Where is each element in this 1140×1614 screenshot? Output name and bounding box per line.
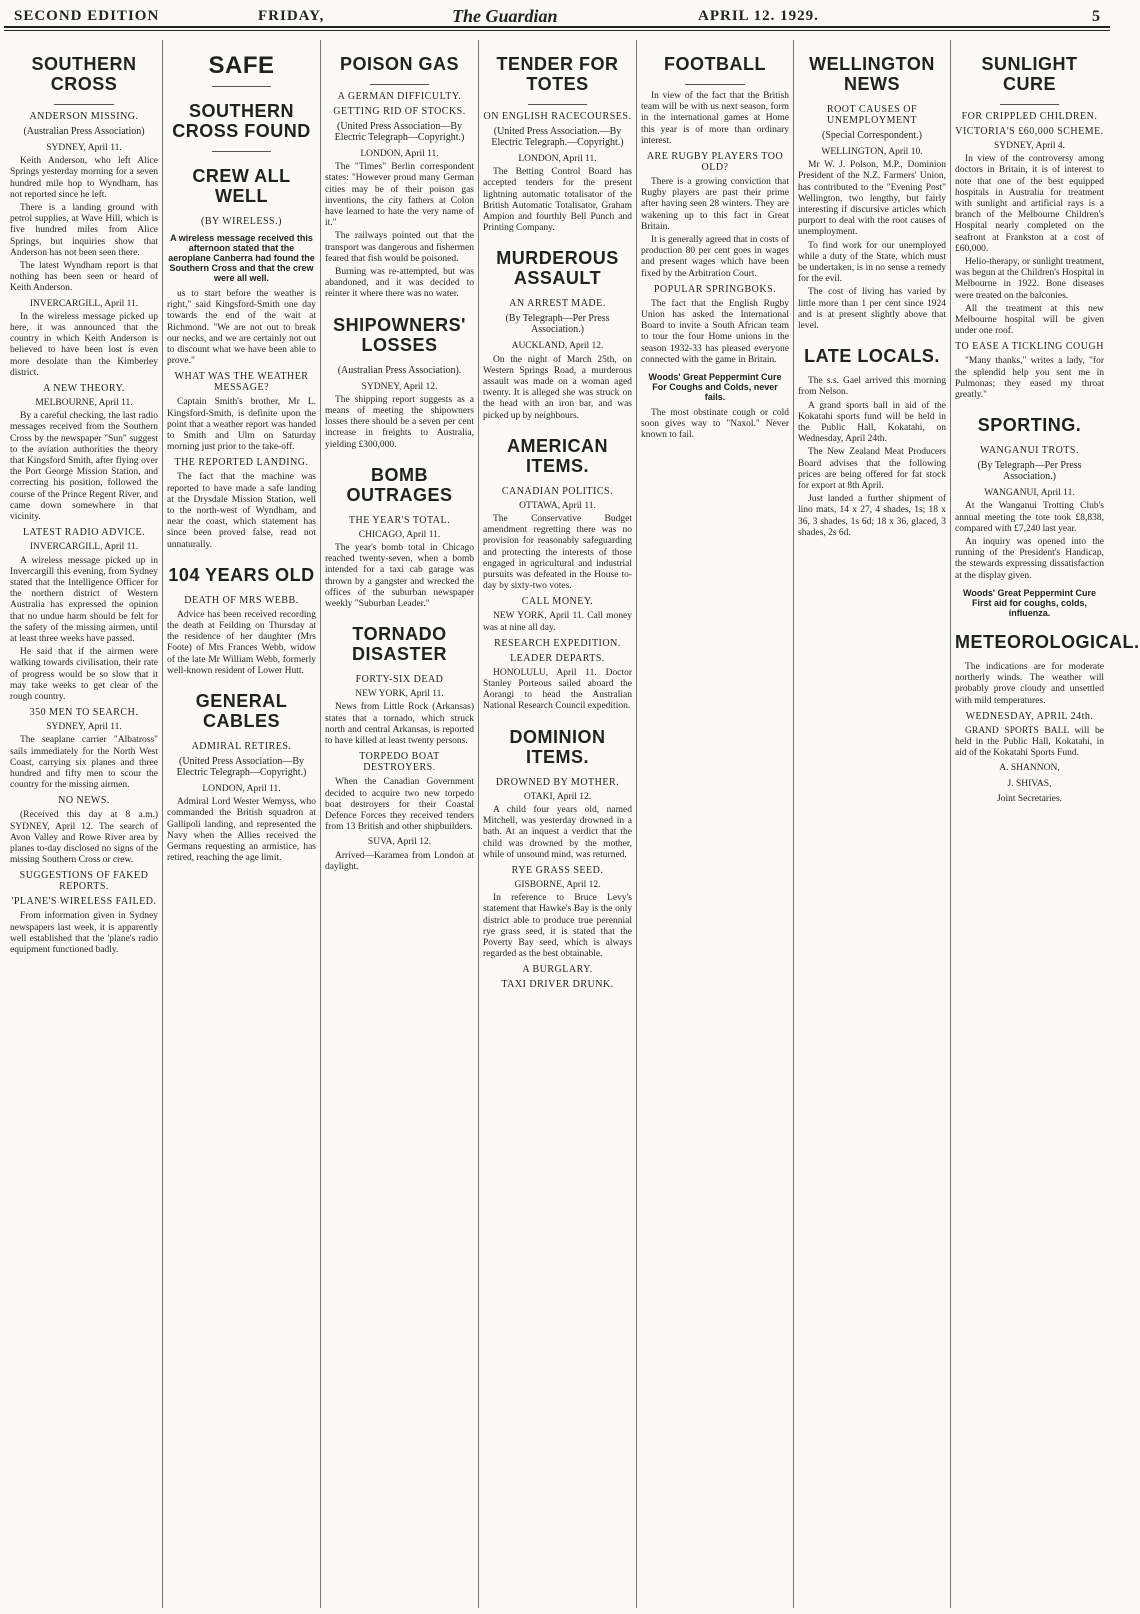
subhead: GETTING RID OF STOCKS. [333,106,466,117]
headline: METEOROLOGICAL. [955,631,1140,652]
divider [528,104,588,105]
subhead: NO NEWS. [58,795,110,807]
paragraph: He said that if the airmen were walking towards civilisation, their rate of progress would be so slow that it may take weeks to get clear of the rough country. [10,647,158,702]
headline: DOMINION ITEMS. [509,726,606,767]
paragraph: A wireless message picked up in Invercargill this evening, from Sydney stated that the Intelligence Officer for the northern district of Western Australia has expressed the opinion that no undue harm should be felt for the safety of the missing airmen, until at least three weeks have passed. [10,555,158,644]
columns [6,40,1140,1608]
subhead: WANGANUI TROTS. [980,445,1079,457]
column-football [637,40,794,1608]
paragraph: Advice has been received recording the death at Feilding on Thursday at the residence of her daughter (Mrs Foote) of Mrs Frances Webb, widow of the late Mr William Webb, formerly well-known resident of Lower Hutt. [167,609,316,676]
paragraph: The latest Wyndham report is that nothing has been seen or heard of Keith Anderson. [10,261,158,294]
paragraph: The seaplane carrier "Albatross" sails immediately for the North West Coast, carrying six planes and three hundred and fifty men to scour the country for the missing airmen. [10,735,158,791]
paragraph: News from Little Rock (Arkansas) states that a tornado, which struck north and central Arkansas, is reported to have killed at least twenty persons. [325,702,474,747]
dateline: SYDNEY, April 4. [993,141,1066,151]
column-sunlight-cure [951,40,1140,1608]
paragraph: An inquiry was opened into the running of the President's Handicap, the stewards expressing dissatisfaction at the display given. [955,537,1104,581]
paragraph: All the treatment at this new Melbourne hospital will be given under one roof. [955,303,1104,337]
paragraph: The indications are for moderate northerly winds. The weather will probably prove cloudy and unsettled with mild temperatures. [955,661,1104,706]
headline: CREW ALL WELL [192,166,291,206]
paragraph: Arrived—Karamea from London at daylight. [325,850,474,872]
paragraph: A grand sports ball in aid of the Kokatahi sports fund will be held in the Public Hall, Kokatahi, on Wednesday, April 24th. [798,400,946,445]
subhead: FOR CRIPPLED CHILDREN. [961,111,1098,122]
column-southern-cross [6,40,163,1608]
dateline: WELLINGTON, April 10. [821,147,923,157]
paragraph: The s.s. Gael arrived this morning from Nelson. [798,376,946,398]
paragraph: The Betting Control Board has accepted tenders for the present lightning automatic totalisator of the British Automatic Totalisator, Graham Ampion and fourthly Bell Punch and Printing Company. [483,167,632,234]
dateline: LONDON, April 11. [360,149,439,159]
source-line: (Special Correspondent.) [822,130,922,141]
subhead: WEDNESDAY, APRIL 24th. [965,710,1094,722]
subhead: DROWNED BY MOTHER. [495,776,620,788]
source-line: (Australian Press Association). [337,364,462,376]
paragraph: In view of the fact that the British team will be with us next season, form in the international games at Home this year is of more than ordinary interest. [641,91,789,146]
dateline: CHICAGO, April 11. [358,529,441,540]
paragraph: Keith Anderson, who left Alice Springs yesterday morning for a seven hundred mile hop to Wyndham, has not reported since he left. [10,156,158,200]
dateline: AUCKLAND, April 12. [511,341,604,352]
subhead: WHAT WAS THE WEATHER MESSAGE? [174,371,309,394]
headline: AMERICAN ITEMS. [507,435,608,476]
paragraph: From information given in Sydney newspapers last week, it is apparently well established that the 'plane's radio equipment functioned badly. [10,911,158,955]
headline: WELLINGTON NEWS [809,54,935,94]
paragraph: The "Times" Berlin correspondent states: "However proud many German cities may be of their poison gas inventions, the city fathers at Colon have learned to hate the very name of it." [325,162,474,229]
headline: GENERAL CABLES [195,691,288,732]
paragraph: The New Zealand Meat Producers Board advises that the following prices are being offered for fat stock for export at 8th April. [798,447,946,492]
notice-box: A wireless message received this afternoon stated that the aeroplane Canberra had found the Southern Cross and that the crew were all well. [168,233,315,283]
paragraph: In view of the controversy among doctors in Britain, it is of interest to note that one of the best equipped hospitals in Australia for treatment with sunlight and artificial rays is a branch of the Melbourne Children's Hospital nearly completed on the seafront at Frankston at a cost of £60,000. [955,154,1104,254]
headline: LATE LOCALS. [804,346,940,367]
dateline: LONDON, April 11. [202,784,281,795]
dateline: WANGANUI, April 11. [984,488,1075,499]
source-line: (Australian Press Association) [23,126,145,137]
paragraph: When the Canadian Government decided to acquire two new torpedo boat destroyers for their Coastal Defence Forces they received tenders from 13 British and other shipbuilders. [325,777,474,833]
paragraph: In reference to Bruce Levy's statement that Hawke's Bay is the only district able to produce true perennial rye grass seed, it is stated that the Poverty Bay seed, which is always regarded as the best obtainable. [483,893,632,960]
signature: Joint Secretaries. [997,793,1062,804]
subhead: A NEW THEORY. [43,383,125,395]
headline: SUNLIGHT CURE [981,54,1078,94]
subhead: DEATH OF MRS WEBB. [184,594,299,606]
subhead: RESEARCH EXPEDITION. [494,637,621,649]
paragraph: In the wireless message picked up here, it was announced that the country in which Keith Anderson is believed to have been lost is even more desolate than the Kimberley district. [10,311,158,378]
subhead: TO EASE A TICKLING COUGH [955,341,1104,353]
dateline: SYDNEY, April 11. [46,143,122,153]
paragraph: It is generally agreed that in costs of production 80 per cent goes in wages and present wages which have been fixed by the Arbitration Court. [641,235,789,279]
column-safe [163,40,321,1608]
paragraph: To find work for our unemployed while a duty of the State, which must be undertaken, is in no sense a remedy for the evil. [798,240,946,285]
subhead: ANDERSON MISSING. [29,111,139,122]
dateline: SYDNEY, April 11. [46,722,122,733]
divider [370,84,430,85]
paragraph: GRAND SPORTS BALL will be held in the Public Hall, Kokatahi, in aid of the Kokatahi Sports Fund. [955,725,1104,759]
headline: SPORTING. [977,415,1082,436]
subhead: 'PLANE'S WIRELESS FAILED. [11,896,157,908]
paragraph: At the Wanganui Trotting Club's annual meeting the tote took £8,838, compared with £7,240 last year. [955,501,1104,534]
paragraph: The Conservative Budget amendment regretting there was no provision for reasonably safeguarding and protecting the interests of those engaged in agricultural and industrial pursuits was defeated in the House to-day by sixty-two votes. [483,514,632,592]
paragraph: The most obstinate cough or cold soon gives way to "Naxol." Never known to fail. [641,408,789,441]
dateline: OTTAWA, April 11. [519,500,596,511]
paragraph: Burning was re-attempted, but was abandoned, and it was decided to reinter it where there was no water. [325,267,474,300]
subhead: POPULAR SPRINGBOKS. [653,283,777,295]
subhead: CANADIAN POLITICS. [501,485,614,497]
divider [212,86,272,87]
paragraph: NEW YORK, April 11. Call money was at nine all day. [483,611,632,633]
subhead: ON ENGLISH RACECOURSES. [483,111,632,122]
headline: SAFE [208,52,275,79]
advert: Woods' Great Peppermint Cure For Coughs and Colds, never fails. [648,372,782,403]
headline: TORNADO DISASTER [351,624,447,665]
source-line: (By Telegraph—Per Press Association.) [977,460,1082,483]
dateline: LONDON, April 11. [518,154,597,164]
subhead: TORPEDO BOAT DESTROYERS. [359,751,440,774]
divider [1000,104,1060,105]
paragraph: Just landed a further shipment of lino mats, 14 x 27, 4 shades, 1s; 18 x 36, 3 shades, 1s 6d; 18 x 36, glaced, 3 shades, 2s 6d. [798,494,946,538]
paragraph: The fact that the English Rugby Union has asked the International Board to invite a South African team to tour the four Home unions in the season 1932-33 has pleased everyone connected with the game in Britain. [641,298,789,365]
source-line: (United Press Association—By Electric Telegraph—Copyright.) [176,756,307,779]
date-label: APRIL 12. 1929. [698,8,819,24]
headline: SOUTHERN CROSS FOUND [172,101,311,141]
subhead: FORTY-SIX DEAD [355,674,444,686]
column-tender-for-totes [479,40,637,1608]
subhead: ROOT CAUSES OF UNEMPLOYMENT [826,104,918,126]
paragraph: The cost of living has varied by little more than 1 per cent since 1924 and is at present slightly above that level. [798,287,946,332]
paragraph: HONOLULU, April 11. Doctor Stanley Porteous sailed aboard the Aorangi to head the Australian National Research Council expedition. [483,667,632,712]
signature: A. SHANNON, [999,763,1060,774]
signature: J. SHIVAS, [1007,778,1052,789]
paragraph: "Many thanks," writes a lady, "for the splendid help you sent me in Pulmonas; they eased my throat greatly." [955,356,1104,401]
divider [212,151,272,152]
subhead: SUGGESTIONS OF FAKED REPORTS. [19,870,149,893]
paragraph: The railways pointed out that the transport was dangerous and fishermen feared that fish would be poisoned. [325,231,474,264]
subhead: A GERMAN DIFFICULTY. [337,91,462,102]
subhead: VICTORIA'S £60,000 SCHEME. [955,126,1104,137]
subhead: TAXI DRIVER DRUNK. [501,979,614,991]
subhead: A BURGLARY. [522,964,593,976]
paper-title: The Guardian [452,6,558,26]
masthead-rule [4,26,1110,28]
subhead: RYE GRASS SEED. [511,864,604,876]
dateline: OTAKI, April 12. [523,791,592,802]
subhead: THE YEAR'S TOTAL. [348,514,451,526]
headline: FOOTBALL [664,54,766,74]
paragraph: Helio-therapy, or sunlight treatment, was begun at the Children's Hospital in Melbourne in 1922. Bone diseases were treated on the balconies. [955,257,1104,301]
paragraph: There is a landing ground with petrol supplies, at Wave Hill, which is five hundred miles from Alice Springs, but inquiries show that Anderson has not been seen there. [10,203,158,258]
headline: MURDEROUS ASSAULT [496,248,619,289]
paragraph: The year's bomb total in Chicago reached twenty-seven, when a bomb intended for a taxi cab garage was thrown by a gangster and wrecked the offices of the suburban newspaper weekly "Suburban Leader." [325,543,474,610]
subhead: THE REPORTED LANDING. [174,457,309,469]
advert: Woods' Great Peppermint Cure First aid for coughs, colds, influenza. [963,587,1096,618]
headline: BOMB OUTRAGES [346,464,453,505]
dateline: GISBORNE, April 12. [514,879,601,890]
divider [54,104,113,105]
subhead: AN ARREST MADE. [509,298,606,310]
dateline: INVERCARGILL, April 11. [29,298,139,309]
source-line: (United Press Association.—By Electric Telegraph.—Copyright.) [491,126,624,148]
paragraph: (Received this day at 8 a.m.) SYDNEY, April 12. The search of Avon Valley and Rowe River area by planes to-day disclosed no signs of the missing Southern Cross or crew. [10,810,158,866]
subhead: LATEST RADIO ADVICE. [22,527,146,539]
source-line: (United Press Association—By Electric Telegraph—Copyright.) [334,121,465,143]
paragraph: By a careful checking, the last radio messages received from the Southern Cross by the newspaper "Sun" suggest to the aviation authorities the theory that Kingsford Smith, after flying over the Port George Mission Station, and correcting his position, followed the course of the Prince Regent River, and came down somewhere in that vicinity. [10,411,158,523]
paragraph: On the night of March 25th, on Western Springs Road, a murderous assault was made on a woman aged twenty. It is alleged she was struck on the head with an iron bar, and was picked up by neighbours. [483,354,632,421]
paragraph: The shipping report suggests as a means of meeting the shipowners losses there should be a seven per cent increase in freights to Australia, yielding £300,000. [325,394,474,450]
dateline: NEW YORK, April 11. [355,689,444,700]
source-line: (By Telegraph—Per Press Association.) [505,313,610,336]
paragraph: A child four years old, named Mitchell, was yesterday drowned in a bath. At an inquest a verdict that the child was drowned by the mother, while of unsound mind, was returned. [483,804,632,860]
edition-label: SECOND EDITION [14,8,160,24]
subhead: CALL MONEY. [521,596,594,608]
paragraph: The fact that the machine was reported to have made a safe landing at the Drysdale Mission Station, well to the north-west of Wyndham, and near the coast, which statement has since been proved false, read not unnaturally. [167,472,316,550]
subhead: (BY WIRELESS.) [201,216,282,227]
divider [685,84,744,85]
headline: POISON GAS [339,54,460,74]
subhead: ARE RUGBY PLAYERS TOO OLD? [646,151,784,174]
column-wellington-news [794,40,951,1608]
paragraph: us to start before the weather is right," said Kingsford-Smith one day towards the end of the wait at Richmond. "We are not out to break our necks, and we are certainly not out to discount what we have been able to prove." [167,289,316,367]
subhead: ADMIRAL RETIRES. [191,741,292,753]
paragraph: There is a growing conviction that Rugby players are past their prime after having seen 28 winters. They are wakening up to this fact in Great Britain. [641,177,789,232]
day-label: FRIDAY, [258,8,325,24]
dateline: MELBOURNE, April 11. [35,398,133,409]
subhead: 350 MEN TO SEARCH. [29,707,139,719]
paragraph: Admiral Lord Wester Wemyss, who commanded the British squadron at Gallipoli landing, and represented the Navy when the Allies received the Germans requesting an armistice, has retired, reaching the age limit. [167,797,316,864]
paragraph: Captain Smith's brother, Mr L. Kingsford-Smith, is definite upon the point that a weather report was handed to Smith and Ulm on Saturday morning just prior to the take-off. [167,397,316,453]
paragraph: Mr W. J. Polson, M.P., Dominion President of the N.Z. Farmers' Union, has contributed to the "Evening Post" Wellington, two lengthy, but fairly interesting if discursive articles which purport to deal with the root causes of unemployment. [798,160,946,238]
column-poison-gas [321,40,479,1608]
dateline: INVERCARGILL, April 11. [29,542,139,553]
page-number: 5 [1092,8,1100,25]
subhead: LEADER DEPARTS. [510,652,605,664]
dateline: SUVA, April 12. [367,837,432,848]
headline: 104 YEARS OLD [168,564,315,585]
headline: SHIPOWNERS' LOSSES [333,314,466,355]
masthead-rule-thin [4,30,1110,31]
headline: TENDER FOR TOTES [496,54,619,94]
headline: SOUTHERN CROSS [31,54,137,94]
dateline: SYDNEY, April 12. [361,381,438,392]
